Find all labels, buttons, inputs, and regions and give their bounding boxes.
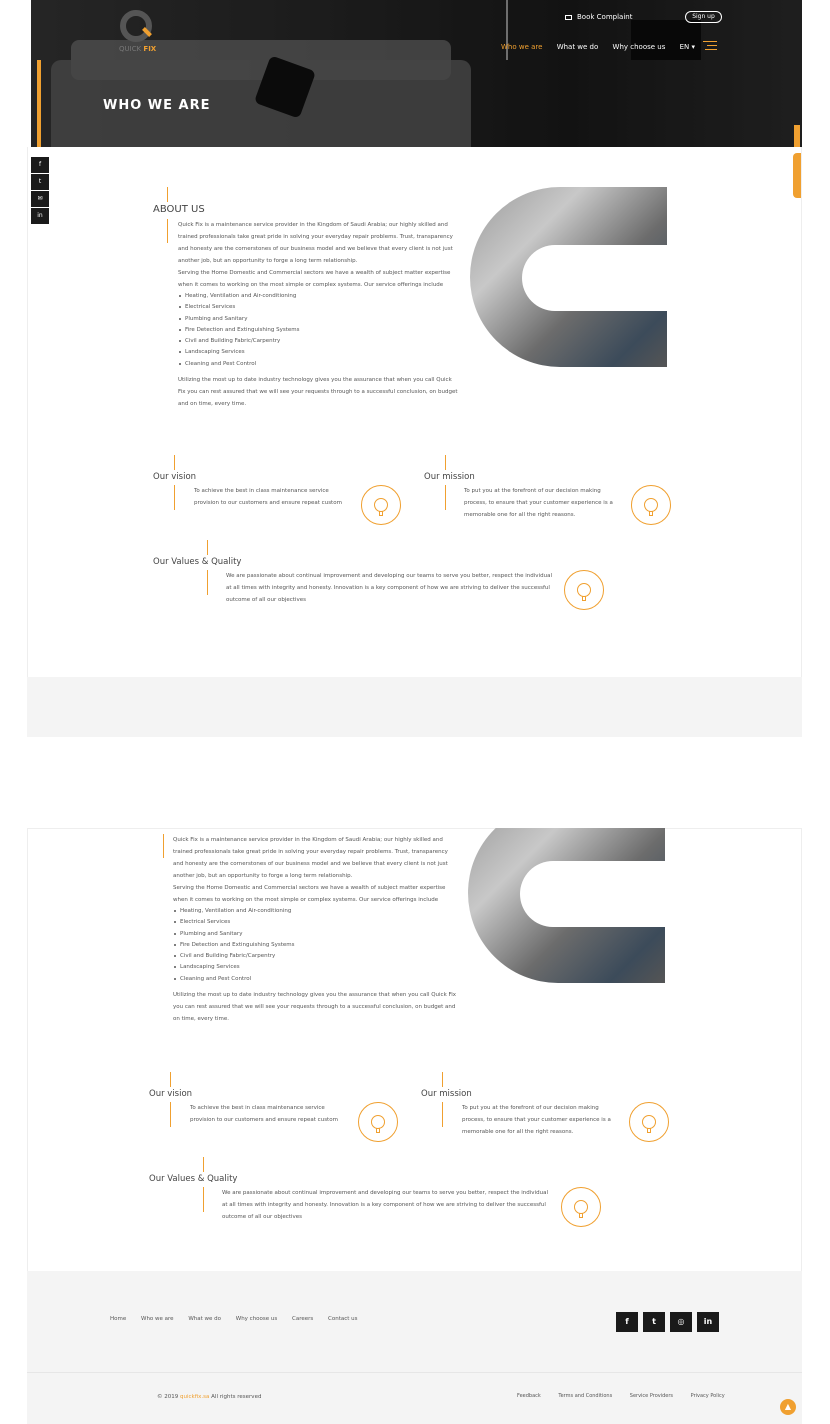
footer-link-home[interactable]: Home xyxy=(110,1316,127,1322)
vision-title: Our vision xyxy=(149,1089,193,1099)
facebook-icon[interactable]: f xyxy=(31,157,49,173)
grey-band xyxy=(27,677,802,737)
list-item: Electrical Services xyxy=(173,917,459,928)
values-text: We are passionate about continual improvement and developing our teams to serve you better, respect the individual at all times with integrity and honesty. Innovation is a key component of how we are striving to deliver the successful outcome of all our objectives xyxy=(222,1190,548,1220)
footer-link-who-we-are[interactable]: Who we are xyxy=(141,1316,174,1322)
envelope-icon xyxy=(565,15,572,20)
page-title: WHO WE ARE xyxy=(103,98,211,113)
copyright-link[interactable]: quickfix.sa xyxy=(180,1394,210,1400)
vision-bulb-icon xyxy=(361,485,401,525)
list-item: Cleaning and Pest Control xyxy=(173,974,459,985)
list-item: Electrical Services xyxy=(178,302,460,313)
about-para-1: Quick Fix is a maintenance service provider in the Kingdom of Saudi Arabia; our highly skilled and trained professionals take great pride in solving your everyday repair problems. Trust, transparency and honesty are the cornerstones of our business model and we believe that every client is not just another job, but an opportunity to forge a long term relationship. xyxy=(173,837,448,879)
footer-link-privacy[interactable]: Privacy Policy xyxy=(690,1393,725,1399)
logo-text-main: QUICK xyxy=(119,45,142,53)
quickfix-logo[interactable] xyxy=(117,8,157,56)
services-list xyxy=(178,291,460,370)
footer-link-careers[interactable]: Careers xyxy=(292,1316,314,1322)
text-accent-bar xyxy=(170,1102,171,1127)
about-image xyxy=(470,187,667,367)
list-item: Civil and Building Fabric/Carpentry xyxy=(173,951,459,962)
logo-ring-icon xyxy=(120,10,152,42)
text-accent-bar xyxy=(442,1102,443,1127)
paragraph-accent-bar xyxy=(167,219,168,243)
copyright xyxy=(157,1394,261,1400)
text-accent-bar xyxy=(174,485,175,510)
title-accent-bar xyxy=(167,187,168,202)
book-complaint-label: Book Complaint xyxy=(577,13,633,21)
logo-text xyxy=(119,45,156,53)
vision-bulb-icon xyxy=(358,1102,398,1142)
twitter-icon[interactable]: t xyxy=(31,174,49,190)
linkedin-icon[interactable]: in xyxy=(31,208,49,224)
about-title: ABOUT US xyxy=(153,204,205,215)
list-item: Fire Detection and Extinguishing Systems xyxy=(173,940,459,951)
main-nav xyxy=(501,43,707,51)
list-item: Heating, Ventilation and Air-conditioning xyxy=(178,291,460,302)
book-complaint-link[interactable] xyxy=(565,13,632,21)
list-item: Plumbing and Sanitary xyxy=(178,314,460,325)
title-accent-bar xyxy=(442,1072,443,1087)
list-item: Heating, Ventilation and Air-conditioning xyxy=(173,906,459,917)
footer-link-terms[interactable]: Terms and Conditions xyxy=(558,1393,613,1399)
title-accent-bar xyxy=(170,1072,171,1087)
nav-why-choose-us[interactable]: Why choose us xyxy=(612,43,666,51)
about-text xyxy=(178,219,460,410)
footer-link-why-choose-us[interactable]: Why choose us xyxy=(235,1316,278,1322)
menu-icon[interactable] xyxy=(703,41,717,52)
values-title: Our Values & Quality xyxy=(153,557,242,567)
footer-facebook-icon[interactable]: f xyxy=(616,1312,638,1332)
title-accent-bar xyxy=(203,1157,204,1172)
hero-banner xyxy=(31,0,802,147)
footer-instagram-icon[interactable]: ◎ xyxy=(670,1312,692,1332)
mission-text: To put you at the forefront of our decision making process, to ensure that your customer experience is a memorable one for all the right reasons. xyxy=(464,488,613,518)
vision-text: To achieve the best in class maintenance service provision to our customers and ensure repeat custom xyxy=(190,1105,338,1123)
footer-twitter-icon[interactable]: t xyxy=(643,1312,665,1332)
list-item: Plumbing and Sanitary xyxy=(173,929,459,940)
nav-what-we-do[interactable]: What we do xyxy=(556,43,599,51)
mission-title: Our mission xyxy=(424,472,475,482)
services-list xyxy=(173,906,459,985)
title-accent-bar xyxy=(174,455,175,470)
about-para-3: Utilizing the most up to date industry technology gives you the assurance that when you call Quick Fix you can rest assured that we will see your requests through to a successful conclusion, on budget and on time, every time. xyxy=(178,377,458,408)
logo-text-accent: FIX xyxy=(143,45,157,53)
feedback-tab-label: Feedback xyxy=(787,162,794,186)
hero-accent-left xyxy=(37,60,41,147)
values-text: We are passionate about continual improvement and developing our teams to serve you better, respect the individual at all times with integrity and honesty. Innovation is a key component of how we are striving to deliver the successful outcome of all our objectives xyxy=(226,573,552,603)
copyright-prefix: © 2019 xyxy=(157,1394,180,1400)
footer-legal-links xyxy=(517,1393,741,1399)
hero-accent-right xyxy=(794,125,800,147)
footer-linkedin-icon[interactable]: in xyxy=(697,1312,719,1332)
language-select[interactable]: EN ▾ xyxy=(679,43,696,51)
list-item: Landscaping Services xyxy=(178,347,460,358)
vision-title: Our vision xyxy=(153,472,197,482)
list-item: Fire Detection and Extinguishing Systems xyxy=(178,325,460,336)
title-accent-bar xyxy=(207,540,208,555)
list-item: Landscaping Services xyxy=(173,962,459,973)
scroll-to-top-button[interactable]: ▲ xyxy=(780,1399,796,1415)
title-accent-bar xyxy=(445,455,446,470)
about-para-3: Utilizing the most up to date industry technology gives you the assurance that when you call Quick Fix you can rest assured that we will see your requests through to a successful conclusion, on budget and on time, every time. xyxy=(173,992,457,1023)
mission-text: To put you at the forefront of our decision making process, to ensure that your customer experience is a memorable one for all the right reasons. xyxy=(462,1105,611,1135)
list-item: Cleaning and Pest Control xyxy=(178,359,460,370)
text-accent-bar xyxy=(203,1187,204,1212)
nav-who-we-are[interactable]: Who we are xyxy=(501,43,543,51)
values-bulb-icon xyxy=(564,570,604,610)
values-bulb-icon xyxy=(561,1187,601,1227)
mission-target-icon xyxy=(629,1102,669,1142)
signup-button[interactable]: Sign up xyxy=(685,11,722,23)
about-para-2: Serving the Home Domestic and Commercial sectors we have a wealth of subject matter expertise when it comes to working on the most simple or complex systems. Our service offerings include xyxy=(178,270,451,288)
mission-target-icon xyxy=(631,485,671,525)
copyright-suffix: All rights reserved xyxy=(209,1394,262,1400)
mission-title: Our mission xyxy=(421,1089,472,1099)
vision-text: To achieve the best in class maintenance service provision to our customers and ensure repeat custom xyxy=(194,488,342,506)
footer-nav xyxy=(110,1316,371,1322)
footer-link-contact-us[interactable]: Contact us xyxy=(328,1316,358,1322)
footer-link-feedback[interactable]: Feedback xyxy=(517,1393,541,1399)
footer-link-service-providers[interactable]: Service Providers xyxy=(629,1393,674,1399)
list-item: Civil and Building Fabric/Carpentry xyxy=(178,336,460,347)
about-image-repeat xyxy=(468,828,665,983)
about-text-repeat xyxy=(173,834,459,1025)
text-accent-bar xyxy=(207,570,208,595)
email-icon[interactable]: ✉ xyxy=(31,191,49,207)
text-accent-bar xyxy=(445,485,446,510)
about-para-1: Quick Fix is a maintenance service provider in the Kingdom of Saudi Arabia; our highly skilled and trained professionals take great pride in solving your everyday repair problems. Trust, transparency and honesty are the cornerstones of our business model and we believe that every client is not just another job, but an opportunity to forge a long term relationship. xyxy=(178,222,453,264)
values-title: Our Values & Quality xyxy=(149,1174,238,1184)
footer-link-what-we-do[interactable]: What we do xyxy=(188,1316,221,1322)
paragraph-accent-bar xyxy=(163,834,164,858)
about-para-2: Serving the Home Domestic and Commercial sectors we have a wealth of subject matter expertise when it comes to working on the most simple or complex systems. Our service offerings include xyxy=(173,885,446,903)
